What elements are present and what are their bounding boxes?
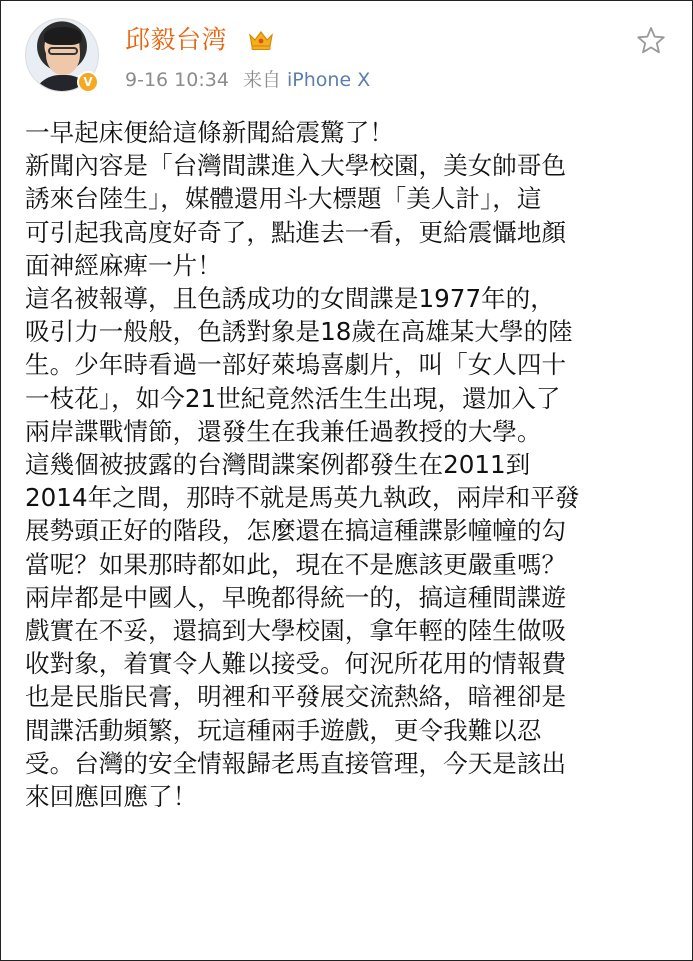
avatar-hair (44, 27, 82, 45)
text-line: 面神經麻痺一片！ (25, 250, 222, 280)
post-meta (125, 67, 370, 93)
text-line: 這名被報導，且色誘成功的女間諜是1977年的， (25, 284, 555, 314)
text-line: 兩岸諜戰情節，還發生在我兼任過教授的大學。 (25, 416, 542, 446)
verified-badge-icon: V (77, 71, 99, 93)
text-line: 收對象，着實令人難以接受。何況所花用的情報費 (25, 649, 567, 679)
text-line: 兩岸都是中國人，早晚都得統一的，搞這種間諜遊 (25, 582, 567, 612)
text-line: 可引起我高度好奇了，點進去一看，更給震懾地顏 (25, 217, 567, 247)
text-line: 吸引力一般般，色誘對象是18歲在高雄某大學的陸 (25, 317, 573, 347)
text-line: 來回應回應了！ (25, 782, 198, 812)
star-icon[interactable] (635, 25, 667, 57)
post-date: 9-16 10:34 (125, 69, 229, 91)
text-line: 這幾個被披露的台灣間諜案例都發生在2011到 (25, 450, 531, 480)
text-line: 一枝花」，如今21世紀竟然活生生出現，還加入了 (25, 383, 561, 413)
text-line: 2014年之間，那時不就是馬英九執政，兩岸和平發 (25, 483, 580, 513)
avatar-glasses (48, 47, 78, 55)
post-text (25, 116, 675, 813)
text-line: 一早起床便給這條新聞給震驚了！ (25, 118, 394, 147)
text-line: 受。台灣的安全情報歸老馬直接管理，今天是該出 (25, 748, 567, 778)
crown-icon[interactable] (248, 29, 274, 51)
text-line: 也是民脂民膏，明裡和平發展交流熱絡，暗裡卻是 (25, 682, 567, 712)
text-line: 當呢？如果那時都如此，現在不是應該更嚴重嗎？ (25, 549, 567, 579)
text-line: 誘來台陸生」，媒體還用斗大標題「美人計」，這 (25, 184, 542, 214)
text-line: 生。少年時看過一部好萊塢喜劇片，叫「女人四十 (25, 350, 567, 380)
text-line: 間諜活動頻繁，玩這種兩手遊戲，更令我難以忍 (25, 715, 542, 745)
username-link[interactable]: 邱毅台湾 (125, 25, 228, 54)
text-line: 戲實在不妥，還搞到大學校園，拿年輕的陸生做吸 (25, 616, 567, 646)
source-prefix: 来自 (242, 69, 281, 91)
text-line: 展勢頭正好的階段，怎麼還在搞這種諜影幢幢的勾 (25, 516, 567, 546)
source-device-link[interactable]: iPhone X (287, 69, 371, 91)
text-line: 新聞內容是「台灣間諜進入大學校園，美女帥哥色 (25, 151, 567, 181)
